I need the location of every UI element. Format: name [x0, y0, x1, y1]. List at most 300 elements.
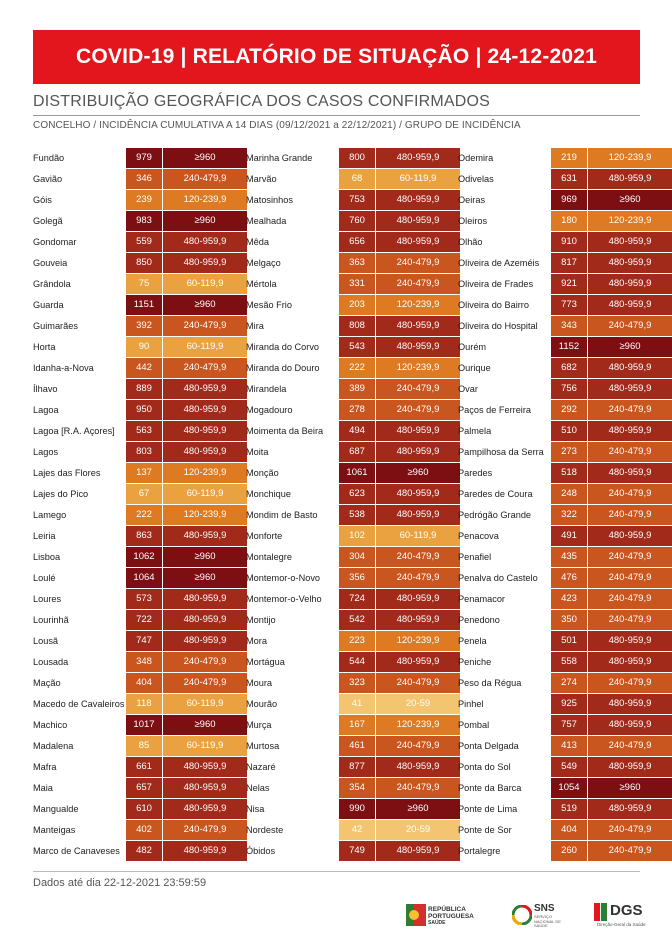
republica-portuguesa-logo: [406, 900, 506, 934]
incidence-group: 240-479,9: [588, 505, 672, 525]
municipality-name: Mangualde: [33, 804, 79, 814]
municipality-name: Miranda do Douro: [246, 363, 320, 373]
incidence-group: ≥960: [163, 148, 247, 168]
incidence-group: 480-959,9: [588, 757, 672, 777]
incidence-value: 631: [551, 169, 587, 189]
municipality-name: Mondim de Basto: [246, 510, 318, 520]
incidence-value: 623: [339, 484, 375, 504]
incidence-group: 480-959,9: [588, 379, 672, 399]
incidence-group: 240-479,9: [376, 253, 460, 273]
incidence-group: 120-239,9: [163, 505, 247, 525]
incidence-group: 240-479,9: [588, 820, 672, 840]
municipality-name: Melgaço: [246, 258, 281, 268]
incidence-group: 60-119,9: [376, 169, 460, 189]
municipality-name: Monchique: [246, 489, 291, 499]
incidence-value: 983: [126, 211, 162, 231]
incidence-group: 480-959,9: [376, 316, 460, 336]
incidence-group: 480-959,9: [163, 421, 247, 441]
municipality-name: Lamego: [33, 510, 67, 520]
municipality-name: Leiria: [33, 531, 56, 541]
incidence-group: 480-959,9: [376, 589, 460, 609]
incidence-group: 480-959,9: [588, 232, 672, 252]
incidence-group: 480-959,9: [376, 211, 460, 231]
municipality-name: Olhão: [458, 237, 483, 247]
incidence-value: 889: [126, 379, 162, 399]
municipality-name: Ovar: [458, 384, 478, 394]
incidence-value: 969: [551, 190, 587, 210]
incidence-group: 240-479,9: [588, 841, 672, 861]
incidence-value: 921: [551, 274, 587, 294]
dgs-sublabel: Direção-Geral da Saúde: [597, 922, 646, 927]
incidence-value: 346: [126, 169, 162, 189]
incidence-group: 240-479,9: [588, 673, 672, 693]
incidence-value: 661: [126, 757, 162, 777]
municipality-name: Odivelas: [458, 174, 494, 184]
report-title-banner: [33, 30, 640, 84]
municipality-name: Fundão: [33, 153, 65, 163]
incidence-group: 480-959,9: [376, 442, 460, 462]
municipality-name: Montalegre: [246, 552, 292, 562]
incidence-value: 656: [339, 232, 375, 252]
municipality-name: Horta: [33, 342, 56, 352]
incidence-group: 480-959,9: [376, 610, 460, 630]
municipality-name: Mogadouro: [246, 405, 293, 415]
municipality-name: Góis: [33, 195, 52, 205]
incidence-value: 1152: [551, 337, 587, 357]
incidence-group: 60-119,9: [163, 337, 247, 357]
incidence-group: 60-119,9: [163, 484, 247, 504]
incidence-group: 120-239,9: [376, 295, 460, 315]
municipality-name: Portalegre: [458, 846, 501, 856]
incidence-group: 120-239,9: [376, 715, 460, 735]
incidence-group: 480-959,9: [588, 715, 672, 735]
incidence-group: 480-959,9: [163, 631, 247, 651]
incidence-group: 240-479,9: [163, 169, 247, 189]
municipality-name: Loulé: [33, 573, 56, 583]
municipality-name: Ponta do Sol: [458, 762, 511, 772]
incidence-group: ≥960: [163, 295, 247, 315]
incidence-value: 363: [339, 253, 375, 273]
incidence-value: 476: [551, 568, 587, 588]
incidence-value: 542: [339, 610, 375, 630]
incidence-group: 480-959,9: [163, 841, 247, 861]
incidence-value: 1061: [339, 463, 375, 483]
incidence-value: 239: [126, 190, 162, 210]
incidence-value: 442: [126, 358, 162, 378]
incidence-group: 480-959,9: [163, 778, 247, 798]
incidence-value: 494: [339, 421, 375, 441]
incidence-group: 480-959,9: [588, 253, 672, 273]
incidence-value: 461: [339, 736, 375, 756]
incidence-value: 559: [126, 232, 162, 252]
municipality-name: Palmela: [458, 426, 492, 436]
municipality-name: Peniche: [458, 657, 492, 667]
municipality-name: Murtosa: [246, 741, 280, 751]
municipality-name: Paredes: [458, 468, 493, 478]
incidence-group: ≥960: [163, 211, 247, 231]
incidence-group: 240-479,9: [588, 400, 672, 420]
incidence-group: 120-239,9: [588, 148, 672, 168]
incidence-group: 480-959,9: [376, 232, 460, 252]
incidence-value: 1151: [126, 295, 162, 315]
incidence-group: 240-479,9: [163, 673, 247, 693]
incidence-group: ≥960: [163, 547, 247, 567]
municipality-name: Paredes de Coura: [458, 489, 533, 499]
incidence-value: 549: [551, 757, 587, 777]
municipality-name: Ponta Delgada: [458, 741, 519, 751]
incidence-value: 756: [551, 379, 587, 399]
incidence-value: 610: [126, 799, 162, 819]
incidence-value: 803: [126, 442, 162, 462]
sns-label: SNS: [534, 903, 555, 914]
incidence-value: 749: [339, 841, 375, 861]
report-title: COVID-19 | RELATÓRIO DE SITUAÇÃO | 24-12-2021: [76, 45, 597, 68]
incidence-value: 41: [339, 694, 375, 714]
data-note: Dados até dia 22-12-2021 23:59:59: [33, 877, 207, 889]
incidence-group: 240-479,9: [376, 400, 460, 420]
municipality-name: Ponte da Barca: [458, 783, 522, 793]
municipality-name: Mértola: [246, 279, 277, 289]
municipality-name: Ílhavo: [33, 384, 58, 394]
incidence-value: 85: [126, 736, 162, 756]
incidence-value: 292: [551, 400, 587, 420]
municipality-name: Montemor-o-Velho: [246, 594, 322, 604]
incidence-group: 240-479,9: [376, 274, 460, 294]
incidence-value: 850: [126, 253, 162, 273]
incidence-value: 979: [126, 148, 162, 168]
republica-line-2: PORTUGUESA: [428, 913, 474, 920]
incidence-value: 687: [339, 442, 375, 462]
incidence-value: 757: [551, 715, 587, 735]
section-subtitle: DISTRIBUIÇÃO GEOGRÁFICA DOS CASOS CONFIRMADOS: [33, 93, 491, 110]
incidence-group: 120-239,9: [163, 190, 247, 210]
municipality-name: Lagoa [R.A. Açores]: [33, 426, 115, 436]
dgs-emblem-icon: [594, 903, 608, 921]
incidence-value: 808: [339, 316, 375, 336]
incidence-value: 413: [551, 736, 587, 756]
incidence-value: 800: [339, 148, 375, 168]
incidence-value: 435: [551, 547, 587, 567]
municipality-name: Idanha-a-Nova: [33, 363, 94, 373]
municipality-name: Moimenta da Beira: [246, 426, 324, 436]
municipality-name: Pedrógão Grande: [458, 510, 532, 520]
incidence-value: 42: [339, 820, 375, 840]
municipality-name: Maia: [33, 783, 53, 793]
table-caption: CONCELHO / INCIDÊNCIA CUMULATIVA A 14 DIAS (09/12/2021 a 22/12/2021) / GRUPO DE INCIDÊNCIA: [33, 120, 521, 131]
municipality-name: Penalva do Castelo: [458, 573, 538, 583]
incidence-value: 1054: [551, 778, 587, 798]
municipality-name: Marco de Canaveses: [33, 846, 120, 856]
municipality-name: Lagoa: [33, 405, 59, 415]
incidence-value: 544: [339, 652, 375, 672]
municipality-name: Monção: [246, 468, 279, 478]
municipality-name: Peso da Régua: [458, 678, 522, 688]
municipality-name: Mêda: [246, 237, 269, 247]
municipality-name: Mourão: [246, 699, 278, 709]
incidence-value: 563: [126, 421, 162, 441]
incidence-value: 350: [551, 610, 587, 630]
incidence-group: 480-959,9: [376, 652, 460, 672]
incidence-group: 480-959,9: [588, 652, 672, 672]
municipality-name: Nazaré: [246, 762, 276, 772]
incidence-group: ≥960: [588, 190, 672, 210]
incidence-value: 491: [551, 526, 587, 546]
incidence-value: 753: [339, 190, 375, 210]
incidence-value: 137: [126, 463, 162, 483]
municipality-name: Marvão: [246, 174, 277, 184]
municipality-name: Guimarães: [33, 321, 78, 331]
incidence-value: 423: [551, 589, 587, 609]
municipality-name: Golegã: [33, 216, 63, 226]
incidence-value: 392: [126, 316, 162, 336]
incidence-value: 102: [339, 526, 375, 546]
incidence-value: 402: [126, 820, 162, 840]
incidence-group: 60-119,9: [163, 694, 247, 714]
incidence-value: 389: [339, 379, 375, 399]
incidence-group: 240-479,9: [376, 673, 460, 693]
incidence-group: 480-959,9: [376, 841, 460, 861]
incidence-value: 773: [551, 295, 587, 315]
incidence-value: 75: [126, 274, 162, 294]
incidence-group: 480-959,9: [588, 295, 672, 315]
incidence-value: 203: [339, 295, 375, 315]
municipality-name: Guarda: [33, 300, 64, 310]
municipality-name: Macedo de Cavaleiros: [33, 699, 125, 709]
incidence-group: 480-959,9: [588, 274, 672, 294]
municipality-name: Lisboa: [33, 552, 61, 562]
incidence-group: 240-479,9: [588, 610, 672, 630]
incidence-value: 925: [551, 694, 587, 714]
incidence-group: 240-479,9: [588, 589, 672, 609]
incidence-value: 863: [126, 526, 162, 546]
municipality-name: Murça: [246, 720, 272, 730]
republica-emblem-icon: [406, 904, 426, 926]
incidence-value: 1062: [126, 547, 162, 567]
republica-line-1: REPÚBLICA: [428, 906, 466, 913]
municipality-name: Montemor-o-Novo: [246, 573, 321, 583]
municipality-name: Matosinhos: [246, 195, 293, 205]
incidence-group: 240-479,9: [588, 547, 672, 567]
municipality-name: Machico: [33, 720, 68, 730]
incidence-value: 760: [339, 211, 375, 231]
municipality-name: Mesão Frio: [246, 300, 292, 310]
municipality-name: Monforte: [246, 531, 283, 541]
incidence-value: 322: [551, 505, 587, 525]
sns-logo: [512, 900, 590, 934]
incidence-group: 120-239,9: [376, 358, 460, 378]
municipality-name: Ourique: [458, 363, 491, 373]
incidence-group: 480-959,9: [376, 505, 460, 525]
incidence-value: 68: [339, 169, 375, 189]
incidence-value: 817: [551, 253, 587, 273]
municipality-name: Lousã: [33, 636, 59, 646]
incidence-value: 950: [126, 400, 162, 420]
incidence-group: 480-959,9: [588, 631, 672, 651]
incidence-value: 518: [551, 463, 587, 483]
incidence-value: 1064: [126, 568, 162, 588]
incidence-group: 120-239,9: [588, 211, 672, 231]
incidence-group: 480-959,9: [376, 421, 460, 441]
incidence-group: 480-959,9: [588, 694, 672, 714]
municipality-name: Madalena: [33, 741, 74, 751]
incidence-group: 480-959,9: [376, 148, 460, 168]
incidence-group: 120-239,9: [163, 463, 247, 483]
dgs-label: DGS: [610, 902, 643, 919]
municipality-name: Penela: [458, 636, 487, 646]
municipality-name: Mação: [33, 678, 61, 688]
incidence-value: 990: [339, 799, 375, 819]
municipality-name: Oliveira de Azeméis: [458, 258, 540, 268]
incidence-group: 240-479,9: [376, 736, 460, 756]
incidence-group: 480-959,9: [163, 799, 247, 819]
municipality-name: Montijo: [246, 615, 276, 625]
municipality-name: Ponte de Lima: [458, 804, 518, 814]
municipality-name: Moura: [246, 678, 273, 688]
incidence-group: 480-959,9: [376, 190, 460, 210]
incidence-value: 724: [339, 589, 375, 609]
incidence-value: 519: [551, 799, 587, 819]
municipality-name: Penamacor: [458, 594, 505, 604]
municipality-name: Manteigas: [33, 825, 76, 835]
municipality-name: Lajes do Pico: [33, 489, 89, 499]
municipality-name: Gouveia: [33, 258, 68, 268]
municipality-name: Óbidos: [246, 846, 276, 856]
incidence-group: ≥960: [376, 463, 460, 483]
incidence-group: 240-479,9: [376, 547, 460, 567]
incidence-group: 60-119,9: [163, 736, 247, 756]
incidence-group: ≥960: [163, 568, 247, 588]
incidence-group: 480-959,9: [376, 337, 460, 357]
municipality-name: Odemira: [458, 153, 494, 163]
incidence-value: 343: [551, 316, 587, 336]
incidence-group: 480-959,9: [163, 757, 247, 777]
incidence-group: 240-479,9: [588, 484, 672, 504]
municipality-name: Pinhel: [458, 699, 484, 709]
incidence-value: 273: [551, 442, 587, 462]
municipality-name: Nelas: [246, 783, 270, 793]
incidence-group: 480-959,9: [163, 526, 247, 546]
incidence-group: 480-959,9: [163, 589, 247, 609]
incidence-value: 1017: [126, 715, 162, 735]
incidence-group: 240-479,9: [163, 316, 247, 336]
municipality-name: Mealhada: [246, 216, 287, 226]
incidence-group: ≥960: [588, 778, 672, 798]
incidence-value: 67: [126, 484, 162, 504]
republica-line-3: SAÚDE: [428, 920, 446, 926]
incidence-value: 510: [551, 421, 587, 441]
incidence-group: 240-479,9: [588, 442, 672, 462]
incidence-value: 356: [339, 568, 375, 588]
incidence-value: 404: [551, 820, 587, 840]
incidence-group: 480-959,9: [163, 232, 247, 252]
incidence-value: 248: [551, 484, 587, 504]
incidence-value: 910: [551, 232, 587, 252]
incidence-value: 278: [339, 400, 375, 420]
incidence-value: 354: [339, 778, 375, 798]
incidence-group: 480-959,9: [376, 757, 460, 777]
footer-divider: [33, 871, 640, 872]
incidence-value: 274: [551, 673, 587, 693]
incidence-value: 404: [126, 673, 162, 693]
incidence-value: 180: [551, 211, 587, 231]
incidence-group: ≥960: [163, 715, 247, 735]
incidence-value: 223: [339, 631, 375, 651]
incidence-group: ≥960: [376, 799, 460, 819]
municipality-name: Nisa: [246, 804, 265, 814]
municipality-name: Pampilhosa da Serra: [458, 447, 544, 457]
sns-sublabel: SERVIÇO NACIONAL DE SAÚDE: [534, 914, 561, 928]
incidence-group: 240-479,9: [588, 316, 672, 336]
municipality-name: Lousada: [33, 657, 69, 667]
municipality-name: Miranda do Corvo: [246, 342, 320, 352]
incidence-value: 558: [551, 652, 587, 672]
municipality-name: Ourém: [458, 342, 487, 352]
incidence-value: 682: [551, 358, 587, 378]
incidence-group: 240-479,9: [163, 358, 247, 378]
municipality-name: Penacova: [458, 531, 499, 541]
incidence-value: 222: [339, 358, 375, 378]
incidence-value: 877: [339, 757, 375, 777]
incidence-group: 480-959,9: [163, 610, 247, 630]
sns-emblem-icon: [512, 905, 532, 925]
incidence-group: 240-479,9: [163, 820, 247, 840]
incidence-group: 480-959,9: [588, 799, 672, 819]
incidence-group: 480-959,9: [163, 400, 247, 420]
incidence-value: 573: [126, 589, 162, 609]
incidence-group: 480-959,9: [163, 442, 247, 462]
municipality-name: Penafiel: [458, 552, 492, 562]
incidence-value: 304: [339, 547, 375, 567]
incidence-value: 543: [339, 337, 375, 357]
incidence-group: 240-479,9: [376, 568, 460, 588]
incidence-group: 60-119,9: [163, 274, 247, 294]
incidence-value: 219: [551, 148, 587, 168]
incidence-value: 118: [126, 694, 162, 714]
incidence-group: 480-959,9: [588, 421, 672, 441]
incidence-group: 480-959,9: [588, 169, 672, 189]
incidence-value: 482: [126, 841, 162, 861]
incidence-group: 240-479,9: [588, 736, 672, 756]
municipality-name: Lourinhã: [33, 615, 69, 625]
municipality-name: Mora: [246, 636, 267, 646]
municipality-name: Oliveira de Frades: [458, 279, 534, 289]
municipality-name: Mortágua: [246, 657, 285, 667]
incidence-value: 722: [126, 610, 162, 630]
incidence-group: 480-959,9: [588, 358, 672, 378]
municipality-name: Grândola: [33, 279, 71, 289]
incidence-group: ≥960: [588, 337, 672, 357]
incidence-group: 480-959,9: [588, 463, 672, 483]
incidence-group: 480-959,9: [588, 526, 672, 546]
municipality-name: Lajes das Flores: [33, 468, 101, 478]
municipality-name: Mira: [246, 321, 264, 331]
municipality-name: Loures: [33, 594, 62, 604]
incidence-value: 348: [126, 652, 162, 672]
municipality-name: Gondomar: [33, 237, 77, 247]
incidence-value: 657: [126, 778, 162, 798]
municipality-name: Oeiras: [458, 195, 486, 205]
incidence-value: 501: [551, 631, 587, 651]
incidence-value: 260: [551, 841, 587, 861]
incidence-group: 240-479,9: [588, 568, 672, 588]
municipality-name: Penedono: [458, 615, 500, 625]
incidence-group: 20-59: [376, 694, 460, 714]
municipality-name: Marinha Grande: [246, 153, 313, 163]
municipality-name: Paços de Ferreira: [458, 405, 532, 415]
municipality-name: Gavião: [33, 174, 63, 184]
municipality-name: Nordeste: [246, 825, 284, 835]
incidence-value: 747: [126, 631, 162, 651]
